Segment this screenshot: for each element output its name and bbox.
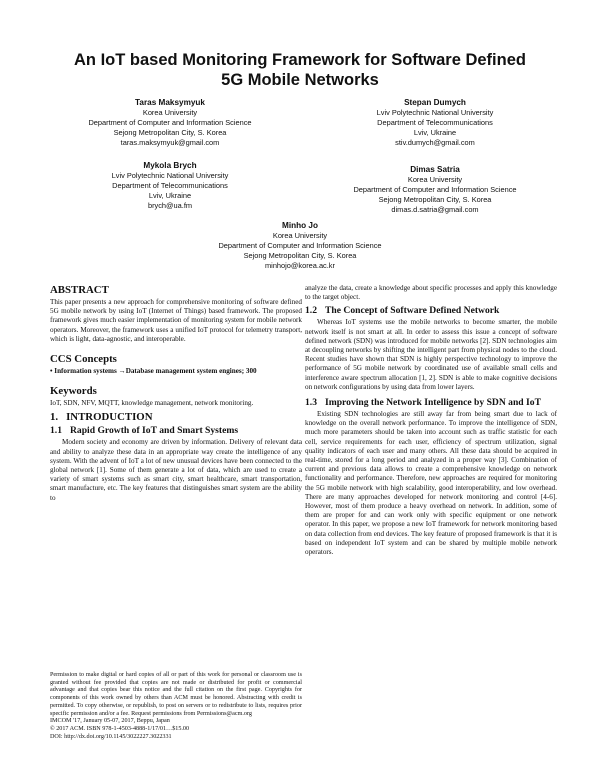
conference-info: IMCOM '17, January 05-07, 2017, Beppu, Japan — [50, 718, 170, 725]
subsection-1-3-text: Existing SDN technologies are still away far from being smart due to lack of knowledge on the overall network performance. To improve the intelligence of SDN, much more parameters should be taken into account such as traffic statistic for each cell, service requirements for each user, efficiency of spectrum utilization, signal quality indicators of each user and many others. All these data should be acquired in real-time, stored for a long period and analyzed in a proper way [3]. Combination of current and previous data allows to create a comprehensive knowledge on network functionality and performance. Therefore, new approaches are required for monitoring the 5G mobile network with high scalability, good interoperability, and low overhead. There are many approaches developed for network monitoring and control [4-6]. However, most of them produce a heavy overhead on network. In addition, some of them are proper for and can work only with specific equipment or one network operator. In this paper, we propose a new IoT framework for network monitoring based on data collection from end devices. The key feature of proposed framework is that it is based on independent IoT system and can be shared by multiple mobile network operators. — [305, 410, 557, 557]
author-block-brych — [60, 160, 280, 211]
author-block-dumych — [325, 97, 545, 148]
author-email: stiv.dumych@gmail.com — [395, 138, 475, 147]
author-department: Department of Computer and Information Science — [218, 241, 382, 250]
subsection-number: 1.3 — [305, 397, 317, 409]
author-name: Mykola Brych — [143, 161, 197, 170]
author-location: Lviv, Ukraine — [148, 191, 192, 200]
author-location: Sejong Metropolitan City, S. Korea — [378, 195, 492, 204]
author-location: Lviv, Ukraine — [413, 128, 457, 137]
ccs-text: • Information systems →Database management system engines; 300 — [50, 367, 257, 376]
subsection-1-1-text-part-1: Modern society and economy are driven by information. Delivery of relevant data and ability to analyze these data in an appropriate way create the intelligence of any system. With the advent of IoT a lot of new unusual devices have been connected to the global network [1]. Some of them generate a lot of data, which are used to create a variety of smart systems such as smart city, smart healthcare, smart transportation, smart manufacture, etc. The key features that distinguishes smart system are the ability to — [50, 438, 302, 502]
paper-title — [40, 50, 560, 90]
section-1-heading — [50, 411, 302, 424]
section-number: 1. — [50, 411, 59, 424]
left-column — [50, 284, 302, 503]
subsection-number: 1.1 — [50, 425, 62, 437]
section-title: INTRODUCTION — [66, 411, 153, 424]
author-name: Stepan Dumych — [404, 98, 466, 107]
author-department: Department of Computer and Information Science — [353, 185, 517, 194]
author-block-maksymyuk — [60, 97, 280, 148]
permission-notice: Permission to make digital or hard copies of all or part of this work for personal or classroom use is granted without fee provided that copies are not made or distributed for profit or commercial advantage and that copies bear this notice and the full citation on the first page. Copyrights for components of this work owned by others than ACM must be honored. Abstracting with credit is permitted. To copy otherwise, or republish, to post on servers or to redistribute to lists, requires prior specific permission and/or a fee. Request permissions from Permissions@acm.org — [50, 672, 302, 717]
subsection-1-1-text-part-2: analyze the data, create a knowledge about specific processes and apply this knowledge to the target object. — [305, 284, 557, 302]
author-name: Taras Maksymyuk — [135, 98, 205, 107]
ccs-heading: CCS Concepts — [50, 353, 117, 366]
abstract-heading: ABSTRACT — [50, 284, 109, 296]
paper-title-line-2: 5G Mobile Networks — [221, 71, 379, 89]
keywords-text: IoT, SDN, NFV, MQTT, knowledge management, network monitoring. — [50, 399, 254, 408]
paper-title-line-1: An IoT based Monitoring Framework for Software Defined — [74, 51, 526, 69]
subsection-1-3-heading — [305, 397, 557, 409]
author-name: Dimas Satria — [410, 165, 460, 174]
keywords-heading: Keywords — [50, 385, 97, 398]
author-department: Department of Computer and Information Science — [88, 118, 252, 127]
doi-line: DOI: http://dx.doi.org/10.1145/3022227.3022331 — [50, 733, 172, 740]
author-email: dimas.d.satria@gmail.com — [391, 205, 479, 214]
author-block-satria — [325, 164, 545, 215]
author-location: Sejong Metropolitan City, S. Korea — [113, 128, 227, 137]
author-block-jo — [190, 220, 410, 271]
subsection-1-2-text: Whereas IoT systems use the mobile networks to become smarter, the mobile network itself is not smart at all. In order to assess this issue a concept of software defined network (SDN) was introduced for mobile networks [2]. SDN technologies aim at decoupling networks by shifting the intelligent part from physical nodes to the cloud. Recent studies have shown that SDN is highly perspective technology to improve the performance of 5G mobile network by coordinated use of available small cells and interference aware spectrum allocation [1, 2]. SDN is able to make cognitive decisions on network configurations by using data from lower layers. — [305, 318, 557, 391]
copyright-line: © 2017 ACM. ISBN 978-1-4503-4888-1/17/01…$15.00 — [50, 725, 190, 732]
subsection-1-2-heading — [305, 305, 557, 317]
author-affiliation: Korea University — [272, 231, 328, 240]
right-column — [305, 284, 557, 557]
author-affiliation: Lviv Polytechnic National University — [111, 171, 229, 180]
subsection-title: Rapid Growth of IoT and Smart Systems — [70, 425, 239, 437]
subsection-title: The Concept of Software Defined Network — [325, 305, 500, 317]
author-email: minhojo@korea.ac.kr — [265, 261, 335, 270]
abstract-text: This paper presents a new approach for comprehensive monitoring of software defined 5G mobile network by using IoT (Internet of Things) based framework. The proposed framework gives much easier implementation of monitoring system for mobile network operators. Moreover, the framework uses a unified IoT protocol for telemetry transport, which is light, data-agnostic, and interoperable. — [50, 298, 302, 343]
author-email: taras.maksymyuk@gmail.com — [120, 138, 220, 147]
author-department: Department of Telecommunications — [377, 118, 493, 127]
author-affiliation: Lviv Polytechnic National University — [376, 108, 494, 117]
subsection-title: Improving the Network Intelligence by SDN and IoT — [325, 397, 541, 409]
author-affiliation: Korea University — [407, 175, 463, 184]
subsection-number: 1.2 — [305, 305, 317, 317]
author-name: Minho Jo — [282, 221, 318, 230]
copyright-footer — [50, 672, 302, 741]
author-email: brych@ua.fm — [147, 201, 193, 210]
author-location: Sejong Metropolitan City, S. Korea — [243, 251, 357, 260]
author-affiliation: Korea University — [142, 108, 198, 117]
subsection-1-1-heading — [50, 425, 302, 437]
author-department: Department of Telecommunications — [112, 181, 228, 190]
